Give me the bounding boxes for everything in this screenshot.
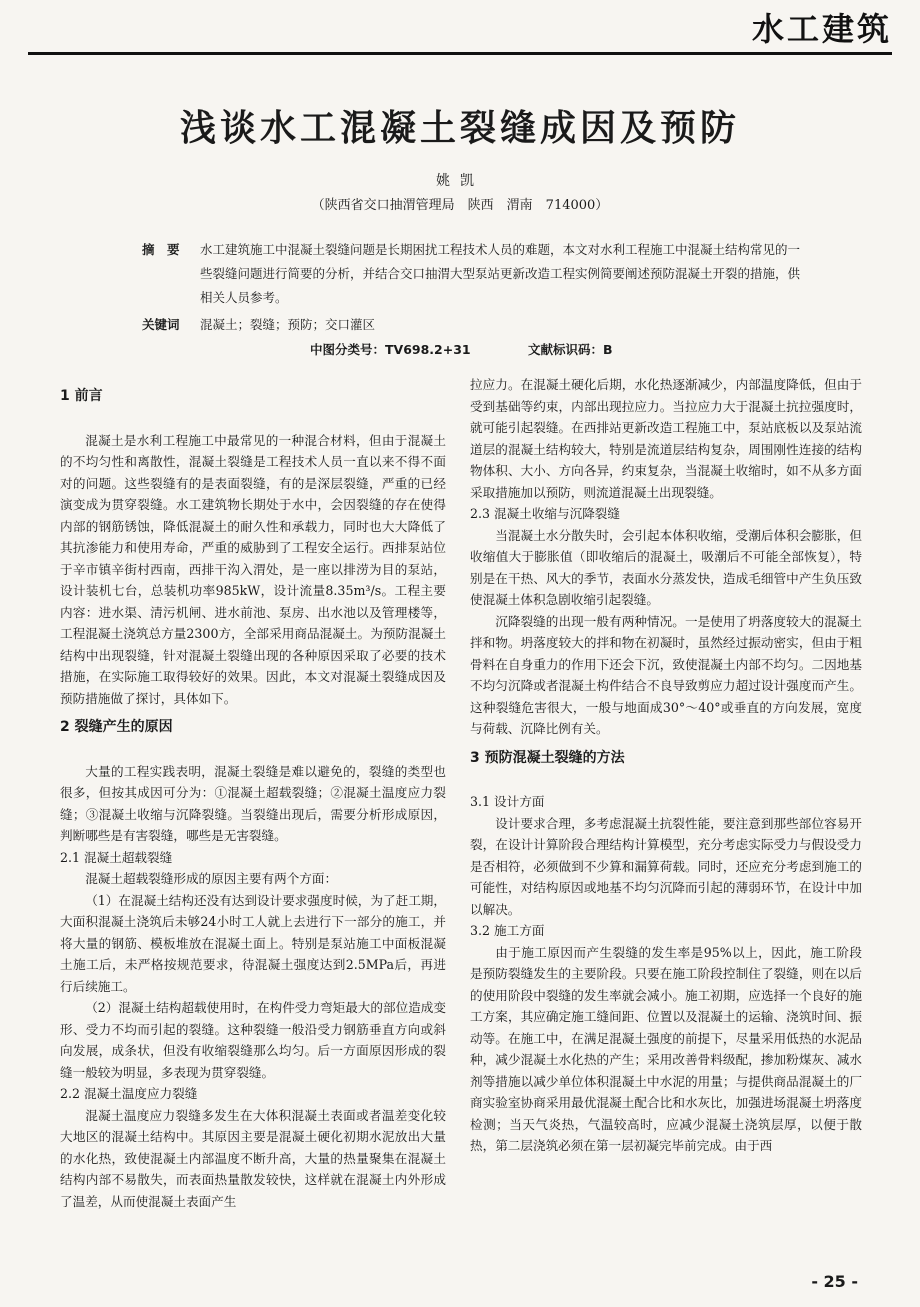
left-column: [60, 378, 446, 1212]
subsection-heading: 3.2 施工方面: [470, 923, 545, 938]
subsection-heading: 3.1 设计方面: [470, 794, 545, 809]
classification-number: 中图分类号：TV698.2+31: [310, 342, 471, 357]
paragraph: （1）在混凝土结构还没有达到设计要求强度时候，为了赶工期，大面积混凝土浇筑后未够24小时工人就上去进行下一部分的施工，并将大量的钢筋、模板堆放在混凝土面上。特别是泵站施工中面板混凝土施工后，未严格按规范要求，待混凝土强度达到2.5MPa后，再进行后续施工。: [60, 892, 446, 994]
paragraph: 沉降裂缝的出现一般有两种情况。一是使用了坍落度较大的混凝土拌和物。坍落度较大的拌和物在初凝时，虽然经过振动密实，但由于粗骨料在自身重力的作用下还会下沉，致使混凝土内部不均匀。二因地基不均匀沉降或者混凝土构件结合不良导致剪应力超过设计强度而产生。这种裂缝危害很大，一般与地面成30°～40°或垂直的方向发展，宽度与荷载、沉降比例有关。: [470, 613, 862, 736]
paragraph: 由于施工原因而产生裂缝的发生率是95%以上，因此，施工阶段是预防裂缝发生的主要阶段。只要在施工阶段控制住了裂缝，则在以后的使用阶段中裂缝的发生率就会减小。施工初期，应选择一个良好的施工方案，其应确定施工缝间距、位置以及混凝土的运输、浇筑时间、振动等。在施工中，在满足混凝土强度的前提下，尽量采用低热的水泥品种，减少混凝土水化热的产生；采用改善骨料级配，掺加粉煤灰、减水剂等措施以减少单位体积混凝土中水泥的用量；与提供商品混凝土的厂商实验室协商采用最优混凝土配合比和水灰比，加强进场混凝土坍落度检测；当天气炎热，气温较高时，应减少混凝土浇筑层厚，以便于散热，第二层浇筑必须在第一层初凝完毕前完成。由于西: [470, 944, 862, 1153]
subsection-heading: 2.2 混凝土温度应力裂缝: [60, 1086, 198, 1101]
paragraph: 混凝土是水利工程施工中最常见的一种混合材料，但由于混凝土的不均匀性和离散性，混凝土裂缝是工程技术人员一直以来不得不面对的问题。这些裂缝有的是表面裂缝，有的是深层裂缝，严重的已经演变成为贯穿裂缝。水工建筑物长期处于水中，会因裂缝的存在使得内部的钢筋锈蚀，降低混凝土的耐久性和承载力，同时也大大降低了其抗渗能力和使用寿命，严重的威胁到了工程安全运行。西排泵站位于辛市镇辛街村西南，西排干沟入渭处，是一座以排涝为目的泵站，设计装机七台，总装机功率985kW，设计流量8.35m³/s。工程主要内容：进水渠、清污机闸、进水前池、泵房、出水池以及管理楼等，工程混凝土浇筑总方量2300方，全部采用商品混凝土。为预防混凝土结构中出现裂缝，针对混凝土裂缝出现的各种原因采取了必要的技术措施，在实际施工取得较好的效果。因此，本文对混凝土裂缝成因及预防措施做了探讨，具体如下。: [60, 432, 446, 706]
affiliation: （陕西省交口抽渭管理局 陕西 渭南 714000）: [311, 198, 609, 213]
header-rule: [28, 52, 892, 55]
paragraph: 拉应力。在混凝土硬化后期，水化热逐渐减少，内部温度降低，但由于受到基础等约束，内部出现拉应力。当拉应力大于混凝土抗拉强度时，就可能引起裂缝。在西排站更新改造工程施工中，泵站底板以及泵站流道层的混凝土结构较大，特别是流道层结构复杂，周围刚性连接的结构物体积、大小、方向各异，约束复杂，当混凝土收缩时，如不从多方面采取措施加以预防，则流道混凝土出现裂缝。: [470, 377, 862, 500]
right-column: [470, 374, 862, 1157]
abstract-text: 水工建筑施工中混凝土裂缝问题是长期困扰工程技术人员的难题，本文对水利工程施工中混凝土结构常见的一些裂缝问题进行简要的分析，并结合交口抽渭大型泵站更新改造工程实例简要阐述预防混凝土开裂的措施，供相关人员参考。: [200, 242, 801, 305]
paragraph: 混凝土超载裂缝形成的原因主要有两个方面：: [85, 871, 338, 886]
article-title: 浅谈水工混凝土裂缝成因及预防: [179, 108, 740, 149]
section-heading: 2 裂缝产生的原因: [60, 719, 173, 735]
author: 姚凯: [436, 173, 484, 189]
subsection-heading: 2.3 混凝土收缩与沉降裂缝: [470, 506, 620, 521]
paragraph: 当混凝土水分散失时，会引起本体积收缩，受潮后体积会膨胀，但收缩值大于膨胀值（即收缩后的混凝土，吸潮后不可能全部恢复），特别是在干热、风大的季节，表面水分蒸发快，造成毛细管中产生负压致使混凝土体积急剧收缩引起裂缝。: [470, 527, 862, 607]
keywords: [142, 314, 802, 336]
document-code: 文献标识码：B: [528, 342, 613, 357]
section-heading: 3 预防混凝土裂缝的方法: [470, 749, 625, 766]
paragraph: 大量的工程实践表明，混凝土裂缝是难以避免的，裂缝的类型也很多，但按其成因可分为：①混凝土超载裂缝；②混凝土温度应力裂缝；③混凝土收缩与沉降裂缝。当裂缝出现后，需要分析形成原因，判断哪些是有害裂缝，哪些是无害裂缝。: [60, 763, 446, 843]
paragraph: 设计要求合理，多考虑混凝土抗裂性能，要注意到那些部位容易开裂，在设计计算阶段合理结构计算模型，充分考虑实际受力与假设受力是否相符，必须做到不少算和漏算荷载。同时，还应充分考虑到施工的可能性，对结构原因或地基不均匀沉降而引起的薄弱环节，在设计中加以解决。: [470, 815, 862, 917]
subsection-heading: 2.1 混凝土超载裂缝: [60, 849, 173, 865]
abstract: [142, 238, 802, 310]
section-tag: 水工建筑: [751, 10, 892, 48]
page-number: - 25 -: [811, 1272, 858, 1291]
keywords-text: 混凝土；裂缝；预防；交口灌区: [200, 317, 376, 332]
section-heading: 1 前言: [60, 388, 103, 404]
paragraph: （2）混凝土结构超载使用时，在构件受力弯矩最大的部位造成变形、受力不均而引起的裂缝。这种裂缝一般沿受力钢筋垂直方向或斜向发展，成条状，但没有收缩裂缝那么均匀。后一方面原因形成的裂缝一般较为明显，多表现为贯穿裂缝。: [60, 1000, 446, 1080]
keywords-label: 关键词: [142, 317, 180, 332]
paragraph: 混凝土温度应力裂缝多发生在大体积混凝土表面或者温差变化较大地区的混凝土结构中。其原因主要是混凝土硬化初期水泥放出大量的水化热，致使混凝土内部温度不断升高，大量的热量聚集在混凝土结构内部不易散失，而表面热量散发较快，这样就在混凝土内外形成了温差，从而使混凝土表面产生: [60, 1107, 446, 1209]
abstract-label: 摘 要: [142, 242, 180, 257]
